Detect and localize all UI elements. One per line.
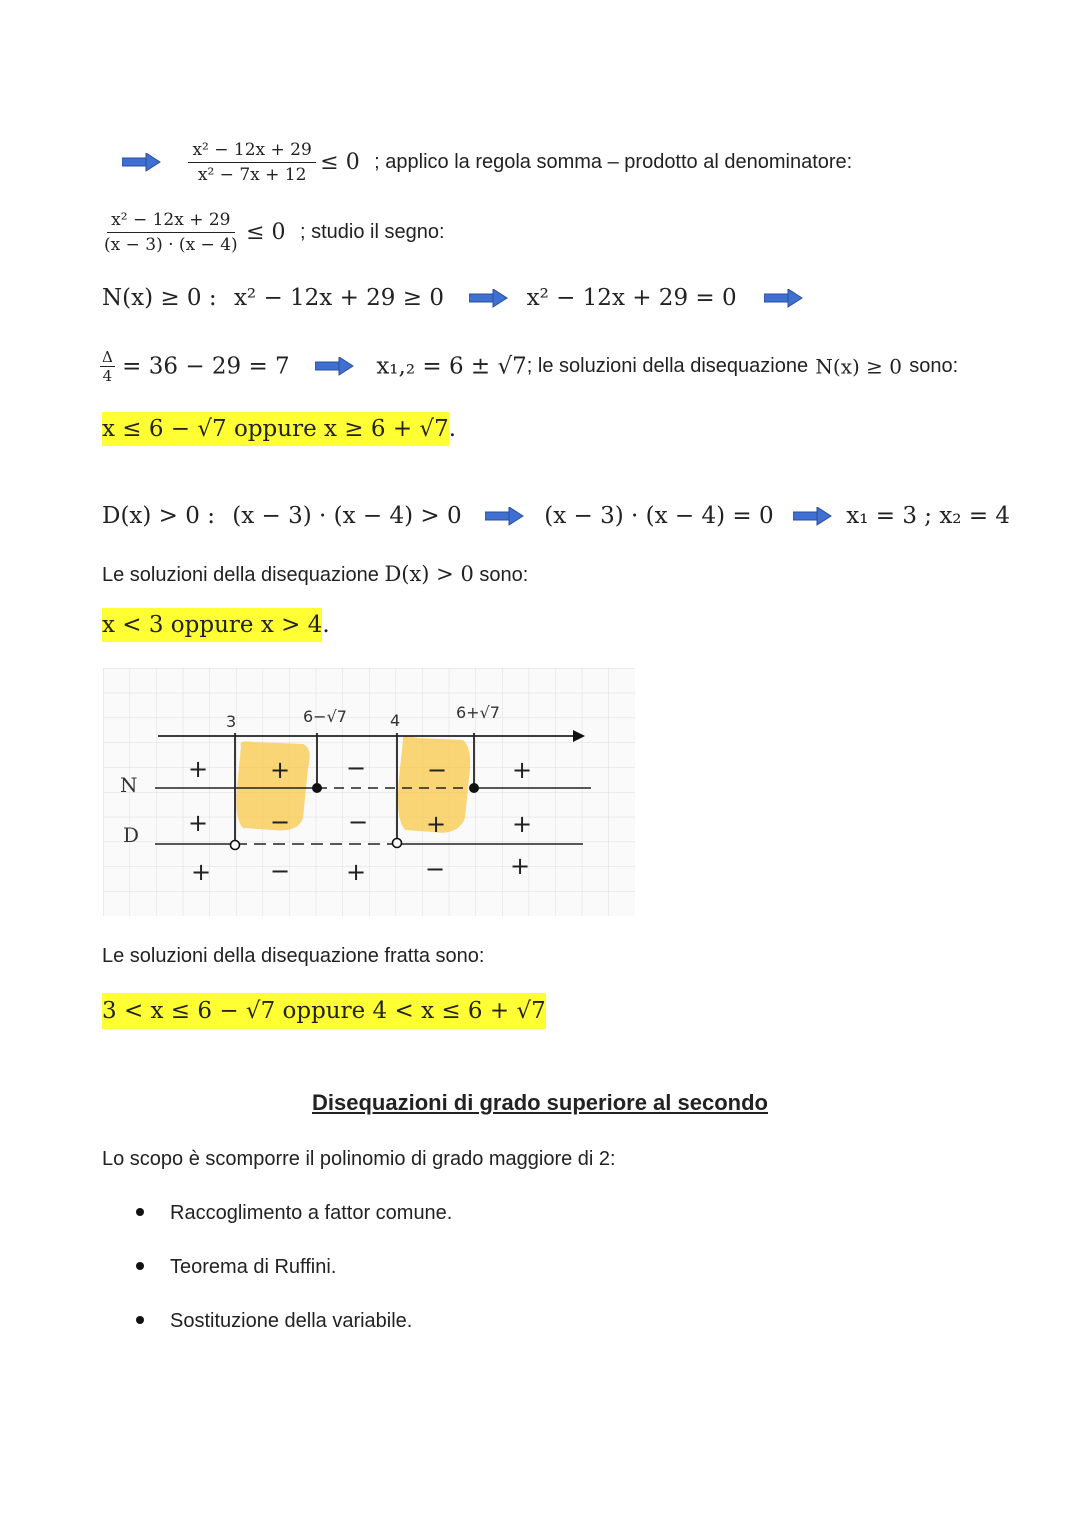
fraction-solution-row [102,998,546,1024]
bullet-icon [136,1208,144,1216]
arrow-right-icon [793,507,833,527]
denominator-solution-end: . [322,612,330,638]
numerator-equation: x² − 12x + 29 = 0 [526,285,737,311]
chart-label-4: 4 [390,711,401,730]
step2-text: ; studio il segno: [300,221,445,243]
bullet-text: Raccoglimento a fattor comune. [170,1202,453,1224]
result-sign: + [346,858,367,886]
step1-denominator: x² − 7x + 12 [197,165,307,185]
step1-relation: ≤ 0 [320,150,360,175]
numerator-solution-row [102,416,456,442]
denominator-text-pre: Le soluzioni della disequazione [102,564,379,586]
step1-fraction [188,140,315,185]
row-label-d: D [123,823,140,847]
denominator-solution-row [102,612,330,638]
step2-row [100,210,445,255]
numerator-roots-condition: N(x) ≥ 0 [815,354,902,379]
denominator-equation: (x − 3) · (x − 4) = 0 [544,503,774,529]
arrow-right-icon [485,507,525,527]
chart-label-6-minus-sqrt7: 6−√7 [303,707,347,726]
n-sign: + [188,755,209,783]
step1-numerator: x² − 12x + 29 [188,140,315,163]
grid-lines [103,668,635,916]
result-sign: − [425,855,446,883]
arrow-right-icon [469,289,509,309]
result-sign: + [191,858,212,886]
numerator-roots-text: ; le soluzioni della disequazione [526,355,809,377]
step1-row [122,140,852,185]
n-sign: − [427,756,448,784]
bullet-icon [136,1262,144,1270]
delta-symbol: Δ [102,348,113,366]
numerator-inequality: x² − 12x + 29 ≥ 0 [233,285,444,311]
step1-text: ; applico la regola somma – prodotto al denominatore: [374,151,853,173]
d-sign: + [426,810,447,838]
step2-fraction [100,210,242,255]
denominator-roots: x₁ = 3 ; x₂ = 4 [846,503,1011,529]
bullet-item [136,1256,336,1279]
denominator-row [102,503,1010,529]
numerator-condition: N(x) ≥ 0 : [102,285,217,311]
row-label-n: N [120,773,138,797]
numerator-roots: x₁,₂ = 6 ± √7 [376,353,527,380]
d-sign: − [348,808,369,836]
n-filled-dot [312,783,322,793]
step2-relation: ≤ 0 [246,220,286,245]
denominator-text-cond: D(x) > 0 [384,562,474,586]
bullet-text: Teorema di Ruffini. [170,1256,337,1278]
arrow-right-icon [315,357,355,377]
delta-row [100,348,958,385]
numerator-roots-end: sono: [909,355,959,377]
denominator-text-post: sono: [479,564,529,586]
delta-calc: = 36 − 29 = 7 [122,353,290,380]
section-intro: Lo scopo è scomporre il polinomio di grado maggiore di 2: [102,1148,616,1170]
d-open-dot [231,841,240,850]
result-sign: − [270,857,291,885]
n-filled-dot [469,783,479,793]
numerator-row [102,285,804,311]
d-sign: + [512,810,533,838]
step2-denominator: (x − 3) · (x − 4) [104,235,238,255]
delta-fraction [100,348,115,385]
numerator-solution: x ≤ 6 − √7 oppure x ≥ 6 + √7 [102,412,449,446]
delta-denominator: 4 [102,367,113,385]
chart-label-6-plus-sqrt7: 6+√7 [456,703,500,722]
section-title: Disequazioni di grado superiore al secondo [312,1090,768,1115]
d-sign: − [270,808,291,836]
denominator-solution: x < 3 oppure x > 4 [102,608,322,642]
n-sign: − [346,754,367,782]
denominator-condition: D(x) > 0 : [102,503,215,529]
chart-label-3: 3 [226,712,237,731]
bullet-text: Sostituzione della variabile. [170,1310,413,1332]
fraction-solution: 3 < x ≤ 6 − √7 oppure 4 < x ≤ 6 + √7 [102,993,546,1029]
bullet-item [136,1202,452,1225]
n-sign: + [270,756,291,784]
result-sign: + [510,852,531,880]
fraction-solution-text: Le soluzioni della disequazione fratta sono: [102,945,485,967]
arrow-right-icon [764,289,804,309]
numerator-solution-end: . [448,416,457,442]
denominator-text-row [102,562,528,587]
sign-chart [103,668,635,916]
bullet-item [136,1310,412,1333]
denominator-inequality: (x − 3) · (x − 4) > 0 [232,503,462,529]
bullet-icon [136,1316,144,1324]
arrow-right-icon [122,153,162,173]
d-sign: + [188,809,209,837]
step2-numerator: x² − 12x + 29 [107,210,234,233]
d-open-dot [393,839,402,848]
n-sign: + [512,756,533,784]
